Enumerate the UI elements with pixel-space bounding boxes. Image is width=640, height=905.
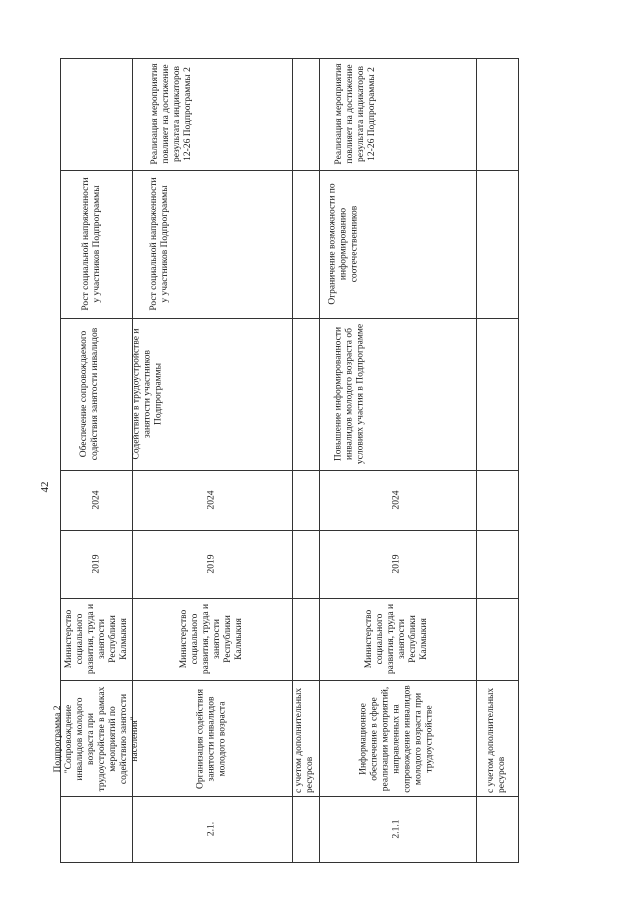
table-border <box>60 796 519 797</box>
table-border <box>60 58 519 59</box>
cell-end-year: 2024 <box>91 490 102 510</box>
cell-link: Реализация мероприятия повлияет на достижение результата индикаторов 12-26 Подпрограммы 2 <box>150 63 193 165</box>
cell-result: Содействие в трудоустройстве и занятости участников Подпрограммы <box>131 328 164 460</box>
table-border <box>476 58 477 862</box>
table-border <box>292 58 293 862</box>
cell-result: Повышение информированности инвалидов молодого возраста об условиях участия в Подпрограмме <box>333 323 366 465</box>
cell-span-text: с учетом дополнительных ресурсов <box>486 687 507 793</box>
table-border <box>60 470 519 471</box>
cell-consequence: Ограничение возможности по информированию соотечественников <box>327 183 360 305</box>
cell-executor: Министерство социального развития, труда и занятости Республики Калмыкия <box>179 603 244 675</box>
table-border <box>60 862 519 863</box>
table-border <box>60 598 519 599</box>
table-border <box>60 530 519 531</box>
cell-number: 2.1.1 <box>391 819 402 839</box>
cell-start-year: 2019 <box>391 554 402 574</box>
cell-result: Обеспечение сопровождаемого содействия занятости инвалидов <box>79 327 100 461</box>
cell-consequence: Рост социальной напряженности у участников Подпрограммы <box>149 177 170 311</box>
table-border <box>319 58 320 862</box>
cell-start-year: 2019 <box>91 554 102 574</box>
cell-consequence: Рост социальной напряженности у участников Подпрограммы <box>81 177 102 311</box>
cell-name: Подпрограмма 2 "Сопровождение инвалидов молодого возраста при трудоустройстве в рамках мероприятий по содействию занятости населения" <box>53 686 140 792</box>
cell-number: 2.1. <box>206 821 217 837</box>
cell-start-year: 2019 <box>206 554 217 574</box>
cell-name: Организация содействия занятости инвалидов молодого возраста <box>195 689 228 789</box>
cell-end-year: 2024 <box>391 490 402 510</box>
cell-name: Информационное обеспечение в сфере реализации мероприятий, направленных на сопровождение инвалидов молодого возраста при трудоустройстве <box>358 685 435 793</box>
cell-executor: Министерство социального развития, труда и занятости Республики Калмыкия <box>64 603 129 675</box>
cell-executor: Министерство социального развития, труда и занятости Республики Калмыкия <box>364 603 429 675</box>
page-number: 42 <box>39 481 51 493</box>
cell-end-year: 2024 <box>206 490 217 510</box>
cell-link: Реализация мероприятия повлияет на достижение результата индикаторов 12-26 Подпрограммы 2 <box>334 63 377 165</box>
table-border <box>60 318 519 319</box>
table-border <box>60 680 519 681</box>
cell-span-text: с учетом дополнительных ресурсов <box>294 687 315 793</box>
table-border <box>60 170 519 171</box>
table-border <box>518 58 519 862</box>
